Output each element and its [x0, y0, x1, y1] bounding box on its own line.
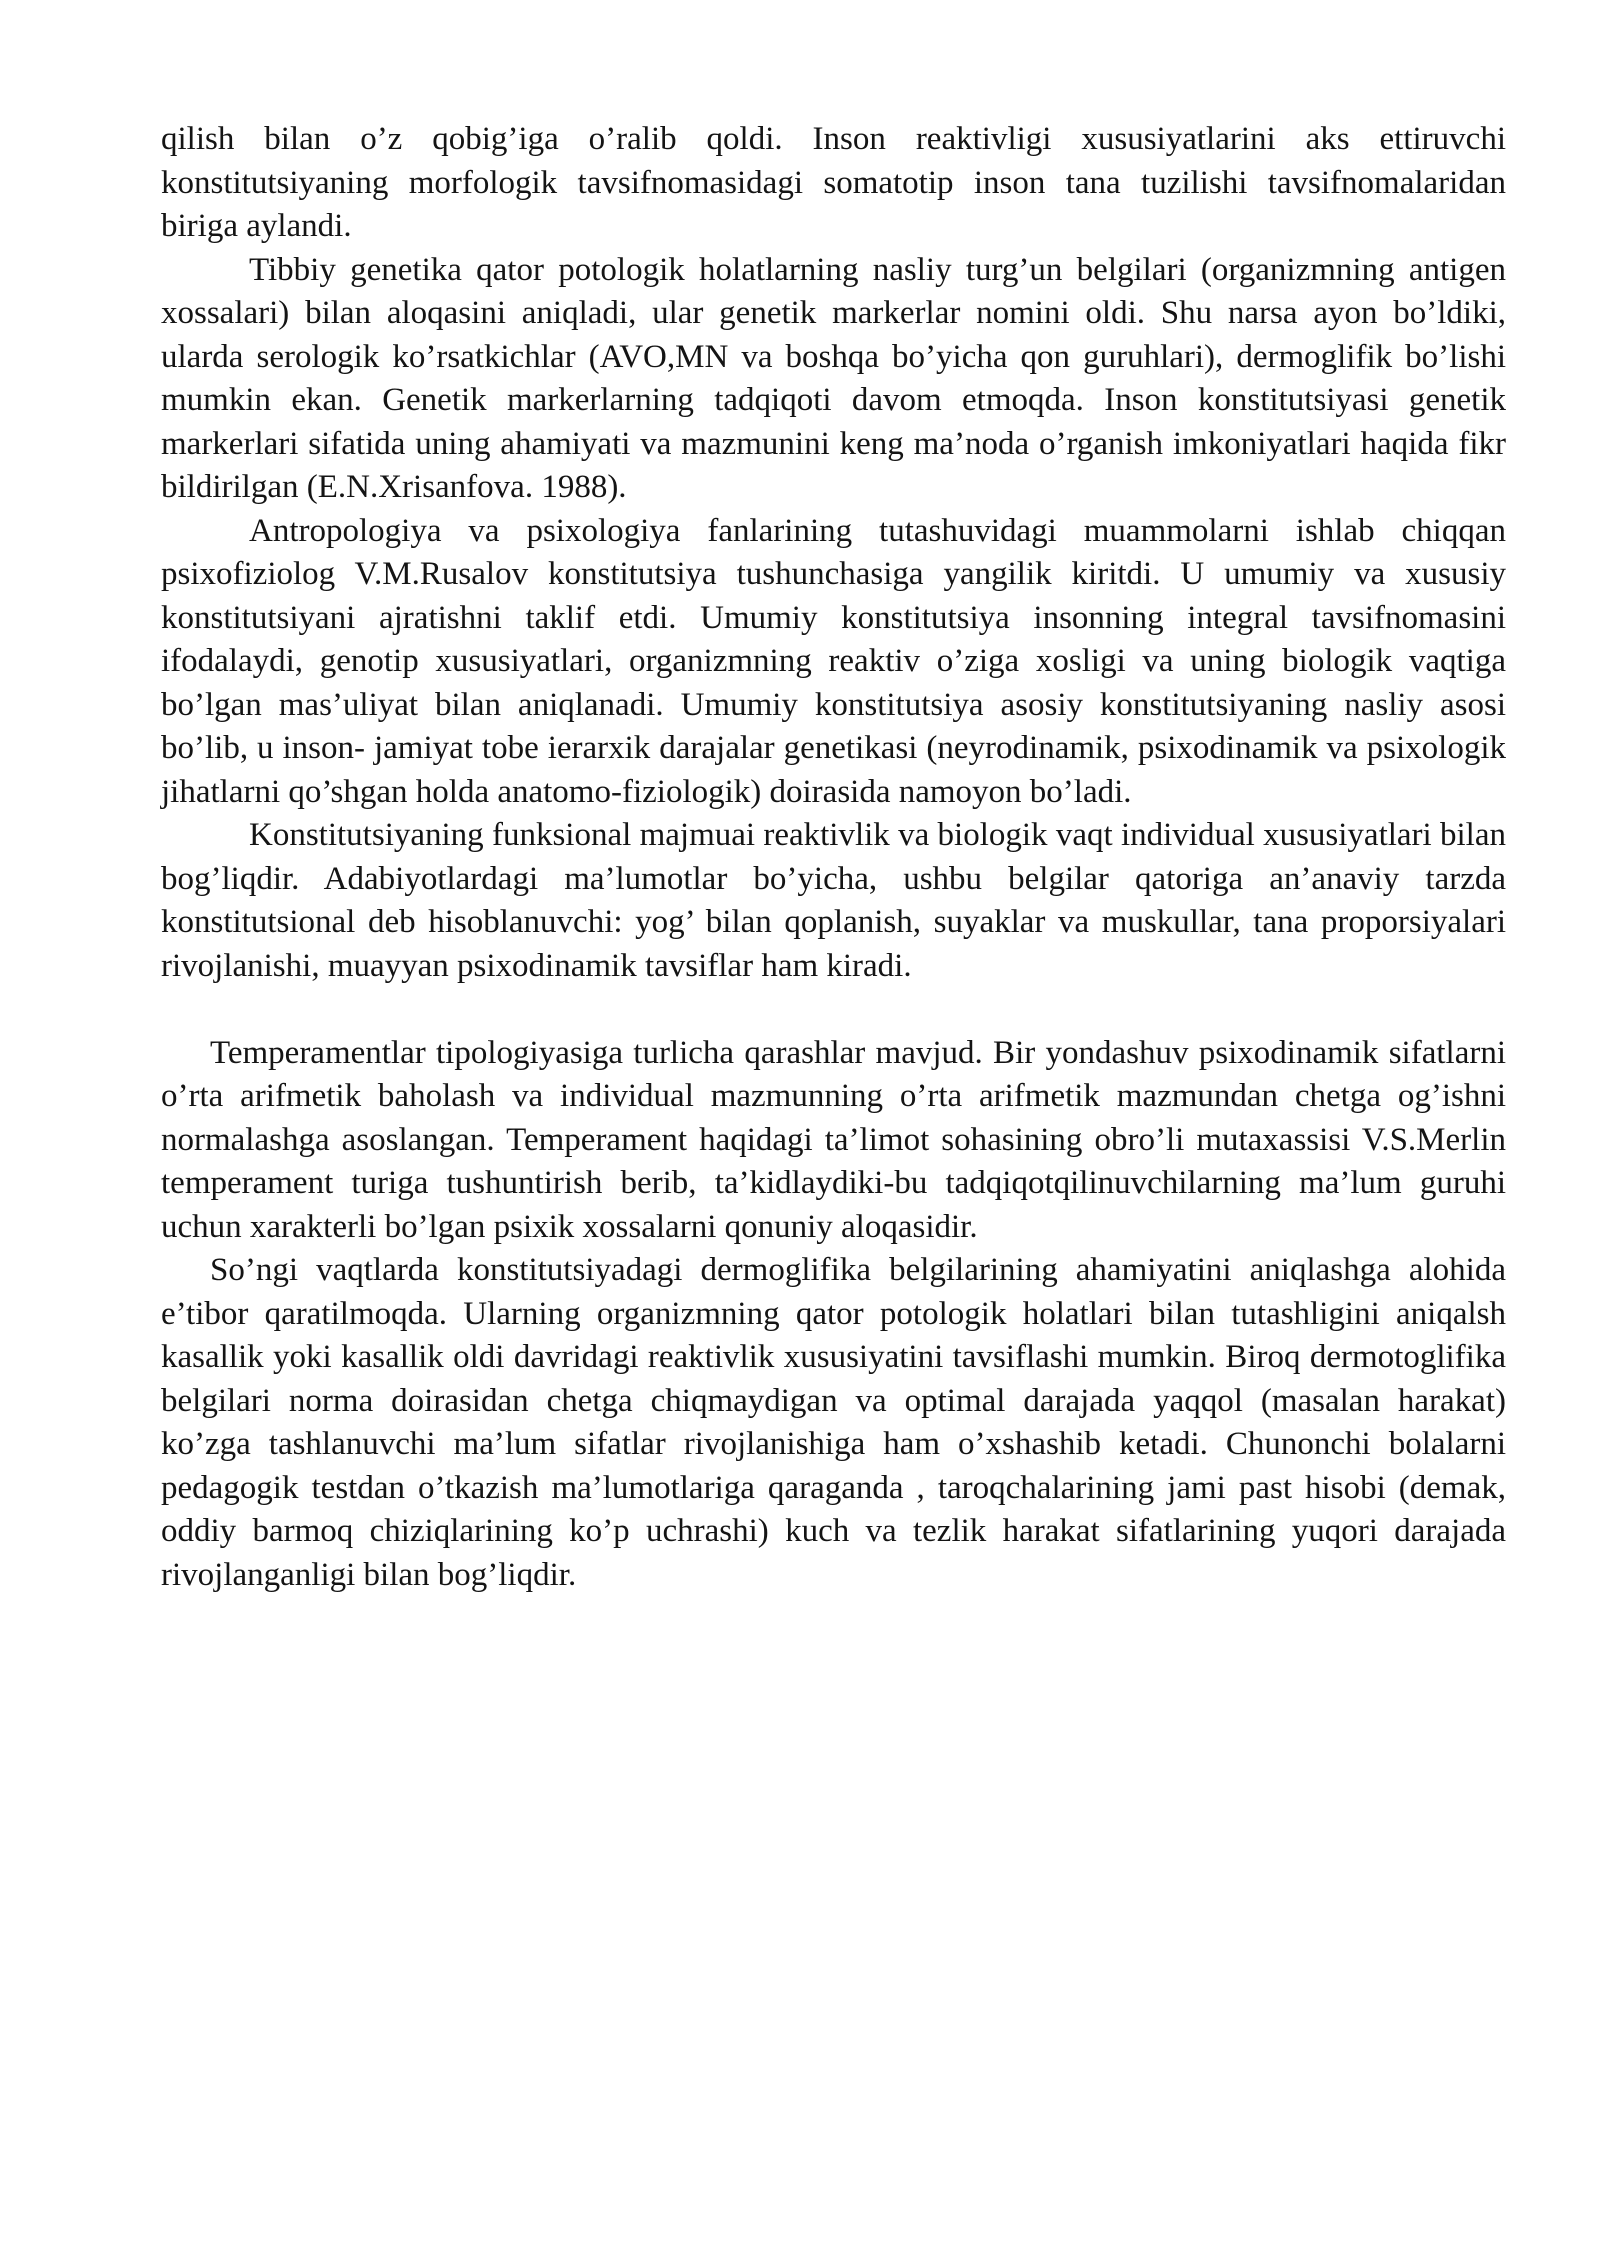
paragraph-medical-genetics: Tibbiy genetika qator potologik holatlarning nasliy turg’un belgilari (organizmning antigen xossalari) bilan aloqasini aniqladi, ular genetik markerlar nomini oldi. Shu narsa ayon bo’ldiki, ularda serologik ko’rsatkichlar (AVO,MN va boshqa bo’yicha qon guruhlari), dermoglifik bo’lishi mumkin ekan. Genetik markerlarning tadqiqoti davom etmoqda. Inson konstitutsiyasi genetik markerlari sifatida uning ahamiyati va mazmunini keng ma’noda o’rganish imkoniyatlari haqida fikr bildirilgan (E.N.Xrisanfova. 1988).	[161, 251, 1506, 505]
paragraph-temperament: Temperamentlar tipologiyasiga turlicha qarashlar mavjud. Bir yondashuv psixodinamik sifatlarni o’rta arifmetik baholash va individual mazmunning o’rta arifmetik mazmundan chetga og’ishni normalashga asoslangan. Temperament haqidagi ta’limot sohasining obro’li mutaxassisi V.S.Merlin temperament turiga tushuntirish berib, ta’kidlaydiki-bu tadqiqotqilinuvchilarning ma’lum guruhi uchun xarakterli bo’lgan psixik xossalarni qonuniy aloqasidir.	[161, 1034, 1506, 1245]
paragraph-spacer	[161, 988, 1506, 1032]
paragraph-anthropology: Antropologiya va psixologiya fanlarining tutashuvidagi muammolarni ishlab chiqqan psixofiziolog V.M.Rusalov konstitutsiya tushunchasiga yangilik kiritdi. U umumiy va xususiy konstitutsiyani ajratishni taklif etdi. Umumiy konstitutsiya insonning integral tavsifnomasini ifodalaydi, genotip xususiyatlari, organizmning reaktiv o’ziga xosligi va uning biologik vaqtiga bo’lgan mas’uliyat bilan aniqlanadi. Umumiy konstitutsiya asosiy konstitutsiyaning nasliy asosi bo’lib, u inson- jamiyat tobe ierarxik darajalar genetikasi (neyrodinamik, psixodinamik va psixologik jihatlarni qo’shgan holda anatomo-fiziologik) doirasida namoyon bo’ladi.	[161, 512, 1506, 810]
document-page	[161, 118, 1506, 1597]
paragraph-dermatoglyphics: So’ngi vaqtlarda konstitutsiyadagi dermoglifika belgilarining ahamiyatini aniqlashga alohida e’tibor qaratilmoqda. Ularning organizmning qator potologik holatlari bilan tutashligini aniqalsh kasallik yoki kasallik oldi davridagi reaktivlik xususiyatini tavsiflashi mumkin. Biroq dermotoglifika belgilari norma doirasidan chetga chiqmaydigan va optimal darajada yaqqol (masalan harakat) ko’zga tashlanuvchi ma’lum sifatlar rivojlanishiga ham o’xshashib ketadi. Chunonchi bolalarni pedagogik testdan o’tkazish ma’lumotlariga qaraganda , taroqchalarining jami past hisobi (demak, oddiy barmoq chiziqlarining ko’p uchrashi) kuch va tezlik harakat sifatlarining yuqori darajada rivojlanganligi bilan bog’liqdir.	[161, 1252, 1506, 1593]
paragraph-functional-complex: Konstitutsiyaning funksional majmuai reaktivlik va biologik vaqt individual xususiyatlari bilan bog’liqdir. Adabiyotlardagi ma’lumotlar bo’yicha, ushbu belgilar qatoriga an’anaviy tarzda konstitutsional deb hisoblanuvchi: yog’ bilan qoplanish, suyaklar va muskullar, tana proporsiyalari rivojlanishi, muayyan psixodinamik tavsiflar ham kiradi.	[161, 817, 1506, 984]
paragraph-continuation: qilish bilan o’z qobig’iga o’ralib qoldi. Inson reaktivligi xususiyatlarini aks ettiruvchi konstitutsiyaning morfologik tavsifnomasidagi somatotip inson tana tuzilishi tavsifnomalaridan biriga aylandi.	[161, 121, 1506, 244]
